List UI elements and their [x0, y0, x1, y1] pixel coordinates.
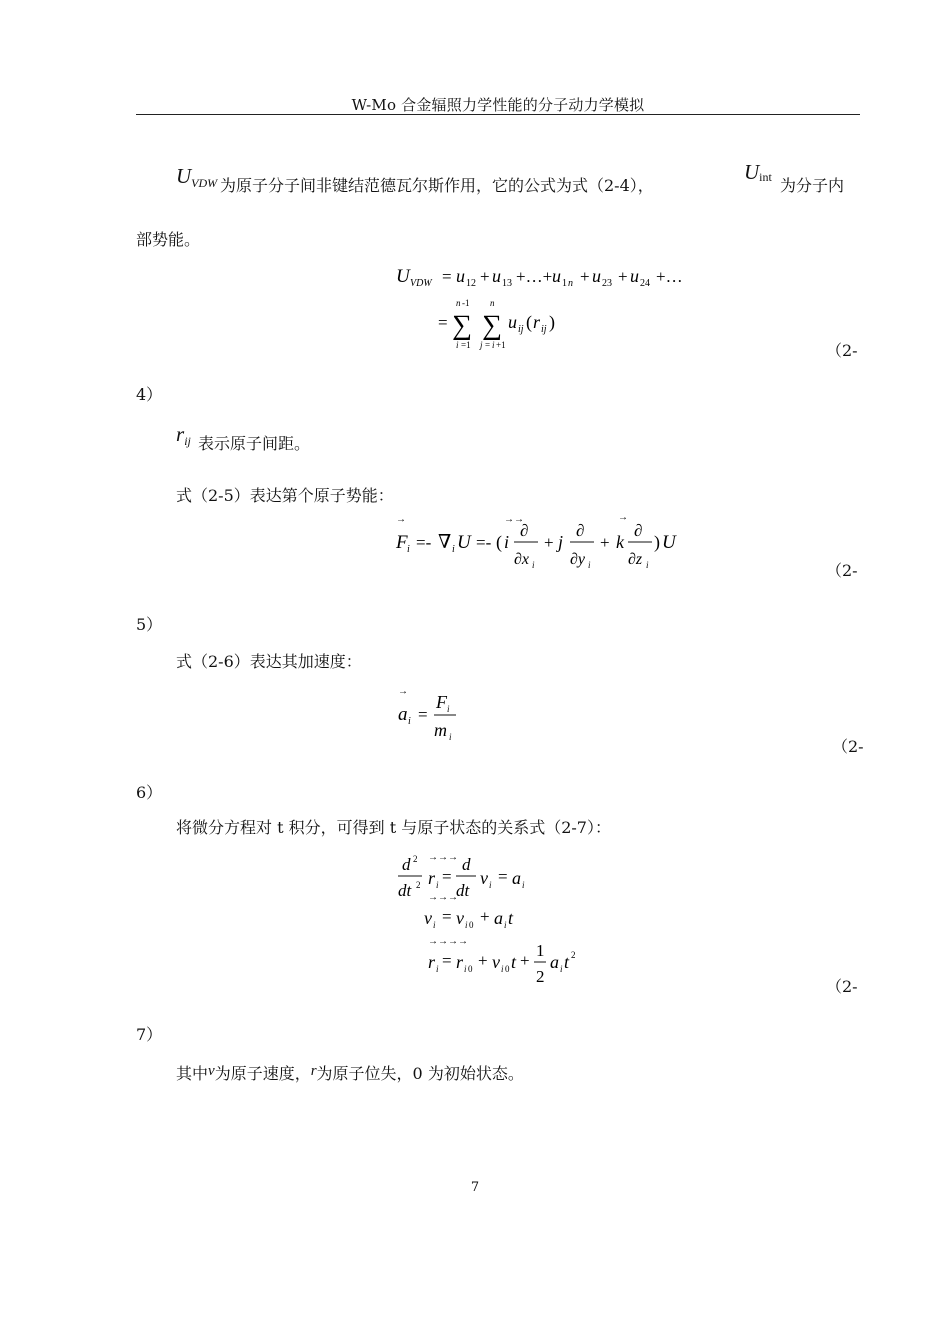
svg-text:i: i: [489, 880, 492, 890]
svg-text:d: d: [402, 855, 411, 874]
svg-text:ij: ij: [518, 324, 524, 335]
svg-text:→→→→: →→→→: [428, 936, 468, 947]
svg-text:∑: ∑: [482, 310, 502, 341]
svg-text:n: n: [490, 298, 495, 308]
svg-text:a: a: [494, 908, 503, 928]
svg-text:m: m: [434, 720, 447, 740]
svg-text:i: i: [504, 920, 507, 930]
svg-text:k: k: [616, 532, 624, 552]
svg-text:23: 23: [602, 278, 612, 289]
paragraph-6: [176, 1064, 524, 1085]
symbol-u: U: [176, 164, 192, 188]
symbol-u-int-wrap: [744, 162, 772, 185]
equation-2-4-number-a: （2-: [826, 341, 858, 360]
paragraph-3-text: 式（2-5）表达第个原子势能：: [176, 486, 394, 505]
equation-2-4: [392, 258, 712, 358]
svg-text:i: i: [436, 964, 439, 974]
equation-2-7-number-a: （2-: [826, 977, 858, 996]
page-header-title: W-Mo 合金辐照力学性能的分子动力学模拟: [351, 96, 645, 114]
svg-text:2: 2: [413, 854, 418, 864]
svg-text:v: v: [492, 952, 500, 972]
svg-text:→→: →→: [504, 514, 524, 525]
svg-text:a: a: [398, 704, 408, 725]
svg-text:=: =: [442, 867, 452, 886]
equation-2-6: [394, 684, 484, 748]
svg-text:∂: ∂: [634, 521, 643, 540]
svg-text:i: i: [532, 560, 535, 570]
paragraph-1-text-end: 为分子内: [780, 176, 845, 195]
svg-text:v: v: [456, 908, 464, 928]
symbol-v: v: [208, 1063, 215, 1079]
svg-text:i: i: [492, 340, 495, 350]
paragraph-rij: [176, 424, 191, 447]
equation-2-6-number-a: （2-: [832, 737, 864, 756]
svg-text:2: 2: [416, 880, 421, 890]
svg-text:13: 13: [502, 278, 512, 289]
symbol-u-int: U: [744, 160, 760, 184]
svg-text:i: i: [465, 920, 468, 930]
svg-text:0: 0: [505, 964, 510, 974]
svg-text:→: →: [396, 514, 406, 525]
svg-text:+: +: [618, 267, 628, 286]
svg-text:=: =: [438, 313, 448, 332]
svg-text:2: 2: [571, 950, 576, 960]
svg-text:i: i: [447, 704, 450, 714]
svg-text:∂x: ∂x: [514, 551, 530, 568]
equation-2-5-number-b: 5）: [136, 615, 163, 634]
svg-text:t: t: [564, 952, 570, 972]
svg-text:u: u: [456, 266, 465, 286]
svg-text:u: u: [630, 266, 639, 286]
svg-text:n: n: [568, 278, 573, 289]
svg-text:→→→: →→→: [428, 852, 458, 863]
header-rule: [136, 114, 860, 115]
svg-text:(: (: [526, 312, 532, 332]
svg-text:i: i: [560, 964, 563, 974]
svg-text:=: =: [442, 267, 452, 286]
svg-text:F: F: [436, 692, 447, 712]
paragraph-2-text: 表示原子间距。: [198, 434, 311, 453]
svg-text:+…: +…: [656, 267, 683, 286]
svg-text:+: +: [600, 533, 610, 552]
svg-text:→: →: [398, 686, 408, 697]
svg-text:+: +: [480, 267, 490, 286]
svg-text:2: 2: [536, 967, 545, 986]
svg-text:∑: ∑: [452, 310, 472, 341]
svg-text:d: d: [462, 855, 471, 874]
svg-text:r: r: [533, 312, 541, 332]
svg-text:n: n: [456, 298, 461, 308]
svg-text:i: i: [501, 964, 504, 974]
svg-text:=1: =1: [461, 340, 471, 350]
paragraph-5-text: 将微分方程对 t 积分，可得到 t 与原子状态的关系式（2-7）：: [176, 818, 611, 837]
svg-text:+: +: [480, 907, 490, 926]
svg-text:=: =: [498, 867, 508, 886]
paragraph-u-vdw-definition: [176, 166, 217, 189]
svg-text:i: i: [522, 880, 525, 890]
equation-2-7: [394, 848, 594, 988]
svg-text:=: =: [418, 705, 428, 724]
subscript-vdw: VDW: [191, 176, 218, 190]
svg-text:0: 0: [468, 964, 473, 974]
svg-text:0: 0: [469, 920, 474, 930]
svg-text:u: u: [508, 312, 517, 332]
svg-text:1: 1: [536, 941, 545, 960]
svg-text:i: i: [408, 716, 411, 727]
svg-text:=: =: [485, 340, 491, 350]
svg-text:+…+: +…+: [516, 267, 553, 286]
svg-text:+: +: [580, 267, 590, 286]
svg-text:i: i: [449, 732, 452, 742]
svg-text:i: i: [504, 532, 510, 552]
subscript-int: int: [759, 170, 772, 184]
paragraph-1-continuation: 部势能。: [136, 230, 201, 249]
svg-text:+: +: [544, 533, 554, 552]
svg-text:+1: +1: [496, 340, 506, 350]
svg-text:=-: =-: [416, 533, 432, 552]
svg-text:∂y: ∂y: [570, 551, 586, 568]
subscript-ij: ij: [184, 434, 191, 448]
svg-text:=-: =-: [476, 533, 492, 552]
svg-text:i: i: [588, 560, 591, 570]
symbol-r-position: r: [310, 1063, 317, 1079]
svg-text:u: u: [492, 266, 501, 286]
svg-text:∂: ∂: [576, 521, 585, 540]
svg-text:1: 1: [562, 278, 567, 289]
svg-text:j: j: [480, 340, 483, 350]
svg-text:∇: ∇: [438, 532, 452, 553]
page-number: 7: [470, 1180, 480, 1195]
svg-text:u: u: [592, 266, 601, 286]
symbol-r: r: [176, 422, 185, 446]
svg-text:=: =: [442, 951, 452, 970]
svg-text:U: U: [457, 532, 471, 553]
svg-text:dt: dt: [398, 881, 412, 900]
svg-text:r: r: [428, 868, 436, 888]
svg-text:12: 12: [466, 278, 476, 289]
svg-text:r: r: [428, 952, 436, 972]
svg-text:i: i: [436, 880, 439, 890]
svg-text:r: r: [456, 952, 464, 972]
svg-text:(: (: [496, 532, 502, 552]
paragraph-6-text-b: 为原子速度，: [214, 1064, 311, 1083]
svg-text:i: i: [433, 920, 436, 930]
svg-text:+: +: [478, 951, 488, 970]
svg-text:ij: ij: [541, 324, 547, 335]
svg-text:): ): [549, 312, 555, 332]
svg-text:i: i: [407, 544, 410, 555]
svg-text:i: i: [452, 544, 455, 555]
paragraph-4-text: 式（2-6）表达其加速度：: [176, 652, 362, 671]
svg-text:+: +: [520, 951, 530, 970]
equation-2-5: [392, 510, 692, 580]
svg-text:VDW: VDW: [410, 278, 432, 289]
svg-text:t: t: [511, 952, 517, 972]
paragraph-6-text-a: 其中: [176, 1064, 209, 1083]
svg-text:i: i: [646, 560, 649, 570]
svg-text:U: U: [396, 266, 410, 287]
svg-text:→: →: [618, 512, 628, 523]
svg-text:24: 24: [640, 278, 650, 289]
svg-text:∂: ∂: [520, 521, 529, 540]
equation-2-6-number-b: 6）: [136, 783, 163, 802]
svg-text:): ): [654, 532, 660, 552]
svg-text:i: i: [456, 340, 459, 350]
svg-text:i: i: [464, 964, 467, 974]
svg-text:U: U: [662, 532, 676, 553]
svg-text:dt: dt: [456, 881, 470, 900]
equation-2-4-number-b: 4）: [136, 385, 163, 404]
svg-text:=: =: [442, 907, 452, 926]
svg-text:∂z: ∂z: [628, 551, 643, 568]
equation-2-5-number-a: （2-: [826, 561, 858, 580]
svg-text:F: F: [396, 532, 408, 553]
svg-text:t: t: [508, 908, 514, 928]
svg-text:a: a: [550, 952, 559, 972]
svg-text:j: j: [558, 532, 564, 552]
paragraph-6-text-c: 为原子位失，0 为初始状态。: [316, 1064, 524, 1083]
equation-2-7-number-b: 7）: [136, 1025, 163, 1044]
paragraph-1-text: 为原子分子间非键结范德瓦尔斯作用，它的公式为式（2-4），: [220, 176, 654, 195]
svg-text:→→→: →→→: [428, 892, 458, 903]
svg-text:v: v: [424, 908, 432, 928]
svg-text:u: u: [552, 266, 561, 286]
svg-text:-1: -1: [462, 298, 470, 308]
svg-text:v: v: [480, 868, 488, 888]
svg-text:a: a: [512, 868, 521, 888]
